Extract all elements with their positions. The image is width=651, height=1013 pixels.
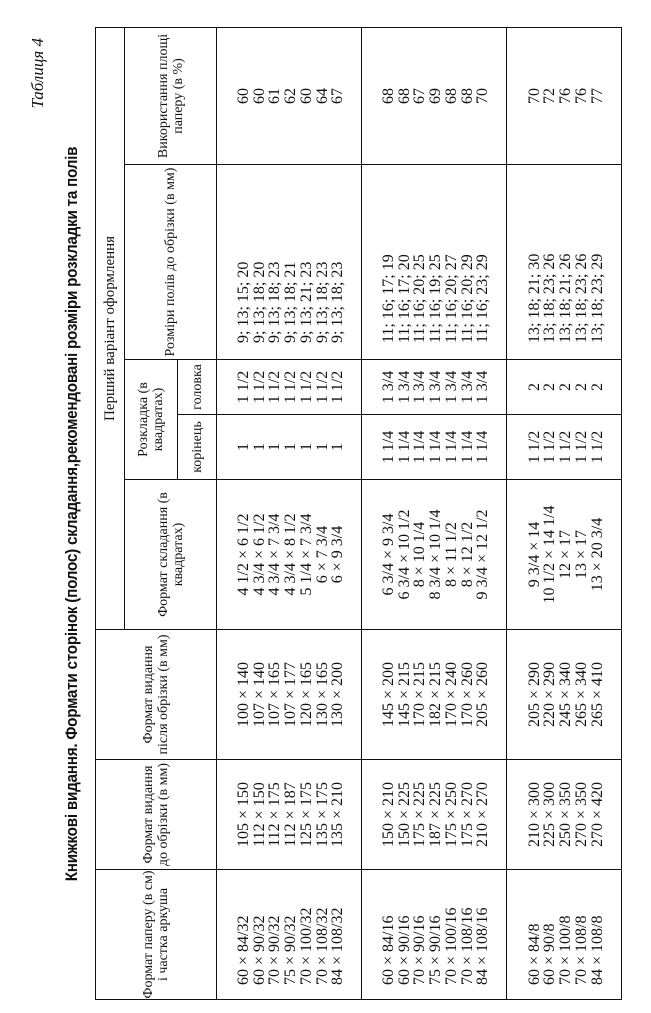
cell-value: 2 xyxy=(557,383,575,391)
cell-value: 1 1/2 xyxy=(266,370,284,404)
cell-value: 205 × 290 xyxy=(525,661,543,728)
cell-value: 76 xyxy=(572,88,590,104)
cell-value: 145 × 200 xyxy=(379,661,397,728)
cell-value: 1 1/2 xyxy=(557,430,575,464)
cell-value: 70 × 108/8 xyxy=(572,915,590,985)
table-row-group xyxy=(507,27,622,999)
cell-value: 9; 13; 18; 23 xyxy=(266,261,284,343)
cell-value: 270 × 420 xyxy=(588,781,606,848)
header-layout: Розкладка (в квадратах) xyxy=(125,360,178,480)
cell-value: 60 × 90/32 xyxy=(250,915,268,985)
header-before-trim: Формат видання до обрізки (в мм) xyxy=(96,760,217,870)
before-trim-cell xyxy=(217,760,362,870)
after-trim-cell xyxy=(362,630,507,760)
header-head: головка xyxy=(178,360,217,415)
cell-value: 1 xyxy=(313,443,331,451)
cell-value: 68 xyxy=(379,88,397,104)
cell-value: 107 × 140 xyxy=(250,661,268,728)
cell-value: 70 × 90/32 xyxy=(266,915,284,985)
cell-value: 1 1/4 xyxy=(379,430,397,464)
cell-value: 150 × 210 xyxy=(379,781,397,848)
cell-value: 150 × 225 xyxy=(395,781,413,848)
cell-value: 11; 16; 17; 20 xyxy=(395,254,413,343)
cell-value: 2 xyxy=(525,383,543,391)
spine-layout-cell xyxy=(362,415,507,480)
cell-value: 9; 13; 18; 23 xyxy=(329,261,347,343)
cell-value: 6 3/4 × 9 3/4 xyxy=(379,513,397,596)
cell-value: 205 × 260 xyxy=(474,661,492,728)
cell-value: 1 1/2 xyxy=(572,430,590,464)
cell-value: 12 × 17 xyxy=(557,529,575,580)
cell-value: 9; 13; 18; 23 xyxy=(313,261,331,343)
cell-value: 13; 18; 23; 29 xyxy=(588,253,606,343)
cell-value: 220 × 290 xyxy=(541,661,559,728)
cell-value: 1 1/2 xyxy=(541,430,559,464)
cell-value: 170 × 260 xyxy=(458,661,476,728)
cell-value: 1 xyxy=(329,443,347,451)
cell-value: 1 3/4 xyxy=(379,370,397,404)
cell-value: 9; 13; 18; 20 xyxy=(250,261,268,343)
cell-value: 1 xyxy=(297,443,315,451)
cell-value: 112 × 150 xyxy=(250,782,268,847)
header-after-trim: Формат видання після обрізки (в мм) xyxy=(96,630,217,760)
cell-value: 225 × 300 xyxy=(541,781,559,848)
cell-value: 84 × 108/16 xyxy=(474,907,492,985)
cell-value: 67 xyxy=(329,88,347,104)
cell-value: 4 3/4 × 7 3/4 xyxy=(266,513,284,596)
table-title: Книжкові видання. Формати сторінок (полос) складання,рекомендовані розміри розкладки та полів xyxy=(62,146,81,882)
cell-value: 60 × 90/8 xyxy=(541,923,559,985)
fold-format-cell xyxy=(507,480,622,630)
cell-value: 145 × 215 xyxy=(395,661,413,728)
cell-value: 1 1/4 xyxy=(411,430,429,464)
cell-value: 9; 13; 15; 20 xyxy=(234,261,252,343)
cell-value: 1 3/4 xyxy=(395,370,413,404)
cell-value: 135 × 210 xyxy=(329,781,347,848)
cell-value: 175 × 250 xyxy=(442,781,460,848)
cell-value: 107 × 165 xyxy=(266,661,284,728)
cell-value: 1 1/2 xyxy=(588,430,606,464)
cell-value: 76 xyxy=(557,88,575,104)
cell-value: 1 1/4 xyxy=(395,430,413,464)
cell-value: 9; 13; 21; 23 xyxy=(297,261,315,343)
cell-value: 8 × 11 1/2 xyxy=(442,522,460,587)
cell-value: 11; 16; 20; 27 xyxy=(442,254,460,343)
cell-value: 6 × 7 3/4 xyxy=(313,525,331,584)
cell-value: 70 × 90/16 xyxy=(411,915,429,985)
paper-usage-cell xyxy=(217,27,362,164)
cell-value: 61 xyxy=(266,88,284,104)
cell-value: 270 × 350 xyxy=(572,781,590,848)
cell-value: 1 xyxy=(282,443,300,451)
cell-value: 265 × 410 xyxy=(588,661,606,728)
formats-table xyxy=(95,27,622,1000)
cell-value: 67 xyxy=(411,88,429,104)
cell-value: 4 1/2 × 6 1/2 xyxy=(234,513,252,596)
cell-value: 1 1/2 xyxy=(313,370,331,404)
cell-value: 130 × 165 xyxy=(313,661,331,728)
cell-value: 60 xyxy=(250,88,268,104)
paper-usage-cell xyxy=(507,27,622,164)
cell-value: 175 × 270 xyxy=(458,781,476,848)
cell-value: 1 1/2 xyxy=(329,370,347,404)
cell-value: 70 × 108/16 xyxy=(458,907,476,985)
head-layout-cell xyxy=(362,360,507,415)
cell-value: 250 × 350 xyxy=(557,781,575,848)
cell-value: 10 1/2 × 14 1/4 xyxy=(541,505,559,604)
cell-value: 112 × 175 xyxy=(266,782,284,847)
cell-value: 1 1/4 xyxy=(427,430,445,464)
cell-value: 1 1/4 xyxy=(442,430,460,464)
cell-value: 135 × 175 xyxy=(313,781,331,848)
cell-value: 68 xyxy=(458,88,476,104)
cell-value: 9 3/4 × 14 xyxy=(525,521,543,588)
cell-value: 11; 16; 20; 29 xyxy=(458,254,476,343)
cell-value: 1 xyxy=(266,443,284,451)
cell-value: 6 3/4 × 10 1/2 xyxy=(395,509,413,600)
cell-value: 72 xyxy=(541,88,559,104)
cell-value: 265 × 340 xyxy=(572,661,590,728)
cell-value: 70 × 108/32 xyxy=(313,907,331,985)
cell-value: 60 × 84/16 xyxy=(379,915,397,985)
before-trim-cell xyxy=(362,760,507,870)
after-trim-cell xyxy=(217,630,362,760)
cell-value: 210 × 300 xyxy=(525,781,543,848)
cell-value: 1 3/4 xyxy=(411,370,429,404)
cell-value: 8 × 12 1/2 xyxy=(458,521,476,588)
cell-value: 13; 18; 23; 26 xyxy=(541,253,559,343)
cell-value: 170 × 240 xyxy=(442,661,460,728)
paper-usage-cell xyxy=(362,27,507,164)
cell-value: 13; 18; 21; 26 xyxy=(557,253,575,343)
cell-value: 4 3/4 × 6 1/2 xyxy=(250,513,268,596)
cell-value: 13; 18; 23; 26 xyxy=(572,253,590,343)
cell-value: 1 1/2 xyxy=(525,430,543,464)
table-body xyxy=(217,27,622,999)
cell-value: 13; 18; 21; 30 xyxy=(525,253,543,343)
cell-value: 1 1/2 xyxy=(282,370,300,404)
header-margins: Розміри полів до обрізки (в мм) xyxy=(125,165,217,360)
cell-value: 130 × 200 xyxy=(329,661,347,728)
cell-value: 70 xyxy=(474,88,492,104)
cell-value: 4 3/4 × 8 1/2 xyxy=(282,513,300,596)
cell-value: 245 × 340 xyxy=(557,661,575,728)
margins-cell xyxy=(362,165,507,360)
cell-value: 13 × 20 3/4 xyxy=(588,517,606,592)
header-paper-format: Формат паперу (в см) і частка аркуша xyxy=(96,870,217,1000)
cell-value: 1 3/4 xyxy=(474,370,492,404)
cell-value: 68 xyxy=(395,88,413,104)
cell-value: 68 xyxy=(442,88,460,104)
cell-value: 8 3/4 × 10 1/4 xyxy=(427,509,445,600)
cell-value: 187 × 225 xyxy=(427,781,445,848)
cell-value: 1 1/4 xyxy=(458,430,476,464)
cell-value: 1 1/2 xyxy=(297,370,315,404)
cell-value: 11; 16; 23; 29 xyxy=(474,254,492,343)
cell-value: 70 xyxy=(525,88,543,104)
cell-value: 64 xyxy=(313,88,331,104)
spine-layout-cell xyxy=(507,415,622,480)
header-spine: корінець xyxy=(178,415,217,480)
header-paper-usage: Використання площі паперу (в %) xyxy=(125,27,217,164)
cell-value: 2 xyxy=(588,383,606,391)
cell-value: 84 × 108/8 xyxy=(588,915,606,985)
margins-cell xyxy=(507,165,622,360)
cell-value: 2 xyxy=(572,383,590,391)
cell-value: 60 × 84/8 xyxy=(525,923,543,985)
cell-value: 70 × 100/32 xyxy=(297,907,315,985)
cell-value: 11; 16; 17; 19 xyxy=(379,254,397,343)
cell-value: 13 × 17 xyxy=(572,529,590,580)
after-trim-cell xyxy=(507,630,622,760)
cell-value: 1 xyxy=(250,443,268,451)
cell-value: 70 × 100/8 xyxy=(557,915,575,985)
cell-value: 84 × 108/32 xyxy=(329,907,347,985)
cell-value: 210 × 270 xyxy=(474,781,492,848)
table-row-group xyxy=(217,27,362,999)
head-layout-cell xyxy=(507,360,622,415)
cell-value: 175 × 225 xyxy=(411,781,429,848)
cell-value: 1 1/2 xyxy=(234,370,252,404)
cell-value: 107 × 177 xyxy=(282,661,300,728)
cell-value: 8 × 10 1/4 xyxy=(411,521,429,588)
cell-value: 1 1/4 xyxy=(474,430,492,464)
paper-format-cell xyxy=(362,870,507,1000)
cell-value: 6 × 9 3/4 xyxy=(329,525,347,584)
cell-value: 62 xyxy=(282,88,300,104)
cell-value: 1 3/4 xyxy=(458,370,476,404)
cell-value: 11; 16; 20; 25 xyxy=(411,254,429,343)
fold-format-cell xyxy=(362,480,507,630)
cell-value: 60 xyxy=(297,88,315,104)
header-fold-format: Формат складання (в квадратах) xyxy=(125,480,217,630)
cell-value: 1 xyxy=(234,443,252,451)
cell-value: 70 × 100/16 xyxy=(442,907,460,985)
cell-value: 105 × 150 xyxy=(234,781,252,848)
fold-format-cell xyxy=(217,480,362,630)
cell-value: 69 xyxy=(427,88,445,104)
cell-value: 60 × 84/32 xyxy=(234,915,252,985)
cell-value: 125 × 175 xyxy=(297,781,315,848)
cell-value: 100 × 140 xyxy=(234,661,252,728)
header-first-variant: Перший варіант оформлення xyxy=(96,27,125,629)
cell-value: 1 1/2 xyxy=(250,370,268,404)
cell-value: 1 3/4 xyxy=(442,370,460,404)
paper-format-cell xyxy=(507,870,622,1000)
table-row-group xyxy=(362,27,507,999)
cell-value: 75 × 90/32 xyxy=(282,915,300,985)
cell-value: 60 xyxy=(234,88,252,104)
cell-value: 120 × 165 xyxy=(297,661,315,728)
cell-value: 11; 16; 19; 25 xyxy=(427,254,445,343)
table-caption: Таблиця 4 xyxy=(28,38,47,109)
paper-format-cell xyxy=(217,870,362,1000)
cell-value: 9 3/4 × 12 1/2 xyxy=(474,509,492,600)
cell-value: 75 × 90/16 xyxy=(427,915,445,985)
cell-value: 60 × 90/16 xyxy=(395,915,413,985)
cell-value: 5 1/4 × 7 3/4 xyxy=(297,513,315,596)
cell-value: 77 xyxy=(588,88,606,104)
cell-value: 170 × 215 xyxy=(411,661,429,728)
cell-value: 182 × 215 xyxy=(427,661,445,728)
before-trim-cell xyxy=(507,760,622,870)
cell-value: 2 xyxy=(541,383,559,391)
cell-value: 9; 13; 18; 21 xyxy=(282,261,300,343)
head-layout-cell xyxy=(217,360,362,415)
cell-value: 112 × 187 xyxy=(282,782,300,847)
spine-layout-cell xyxy=(217,415,362,480)
cell-value: 1 3/4 xyxy=(427,370,445,404)
margins-cell xyxy=(217,165,362,360)
